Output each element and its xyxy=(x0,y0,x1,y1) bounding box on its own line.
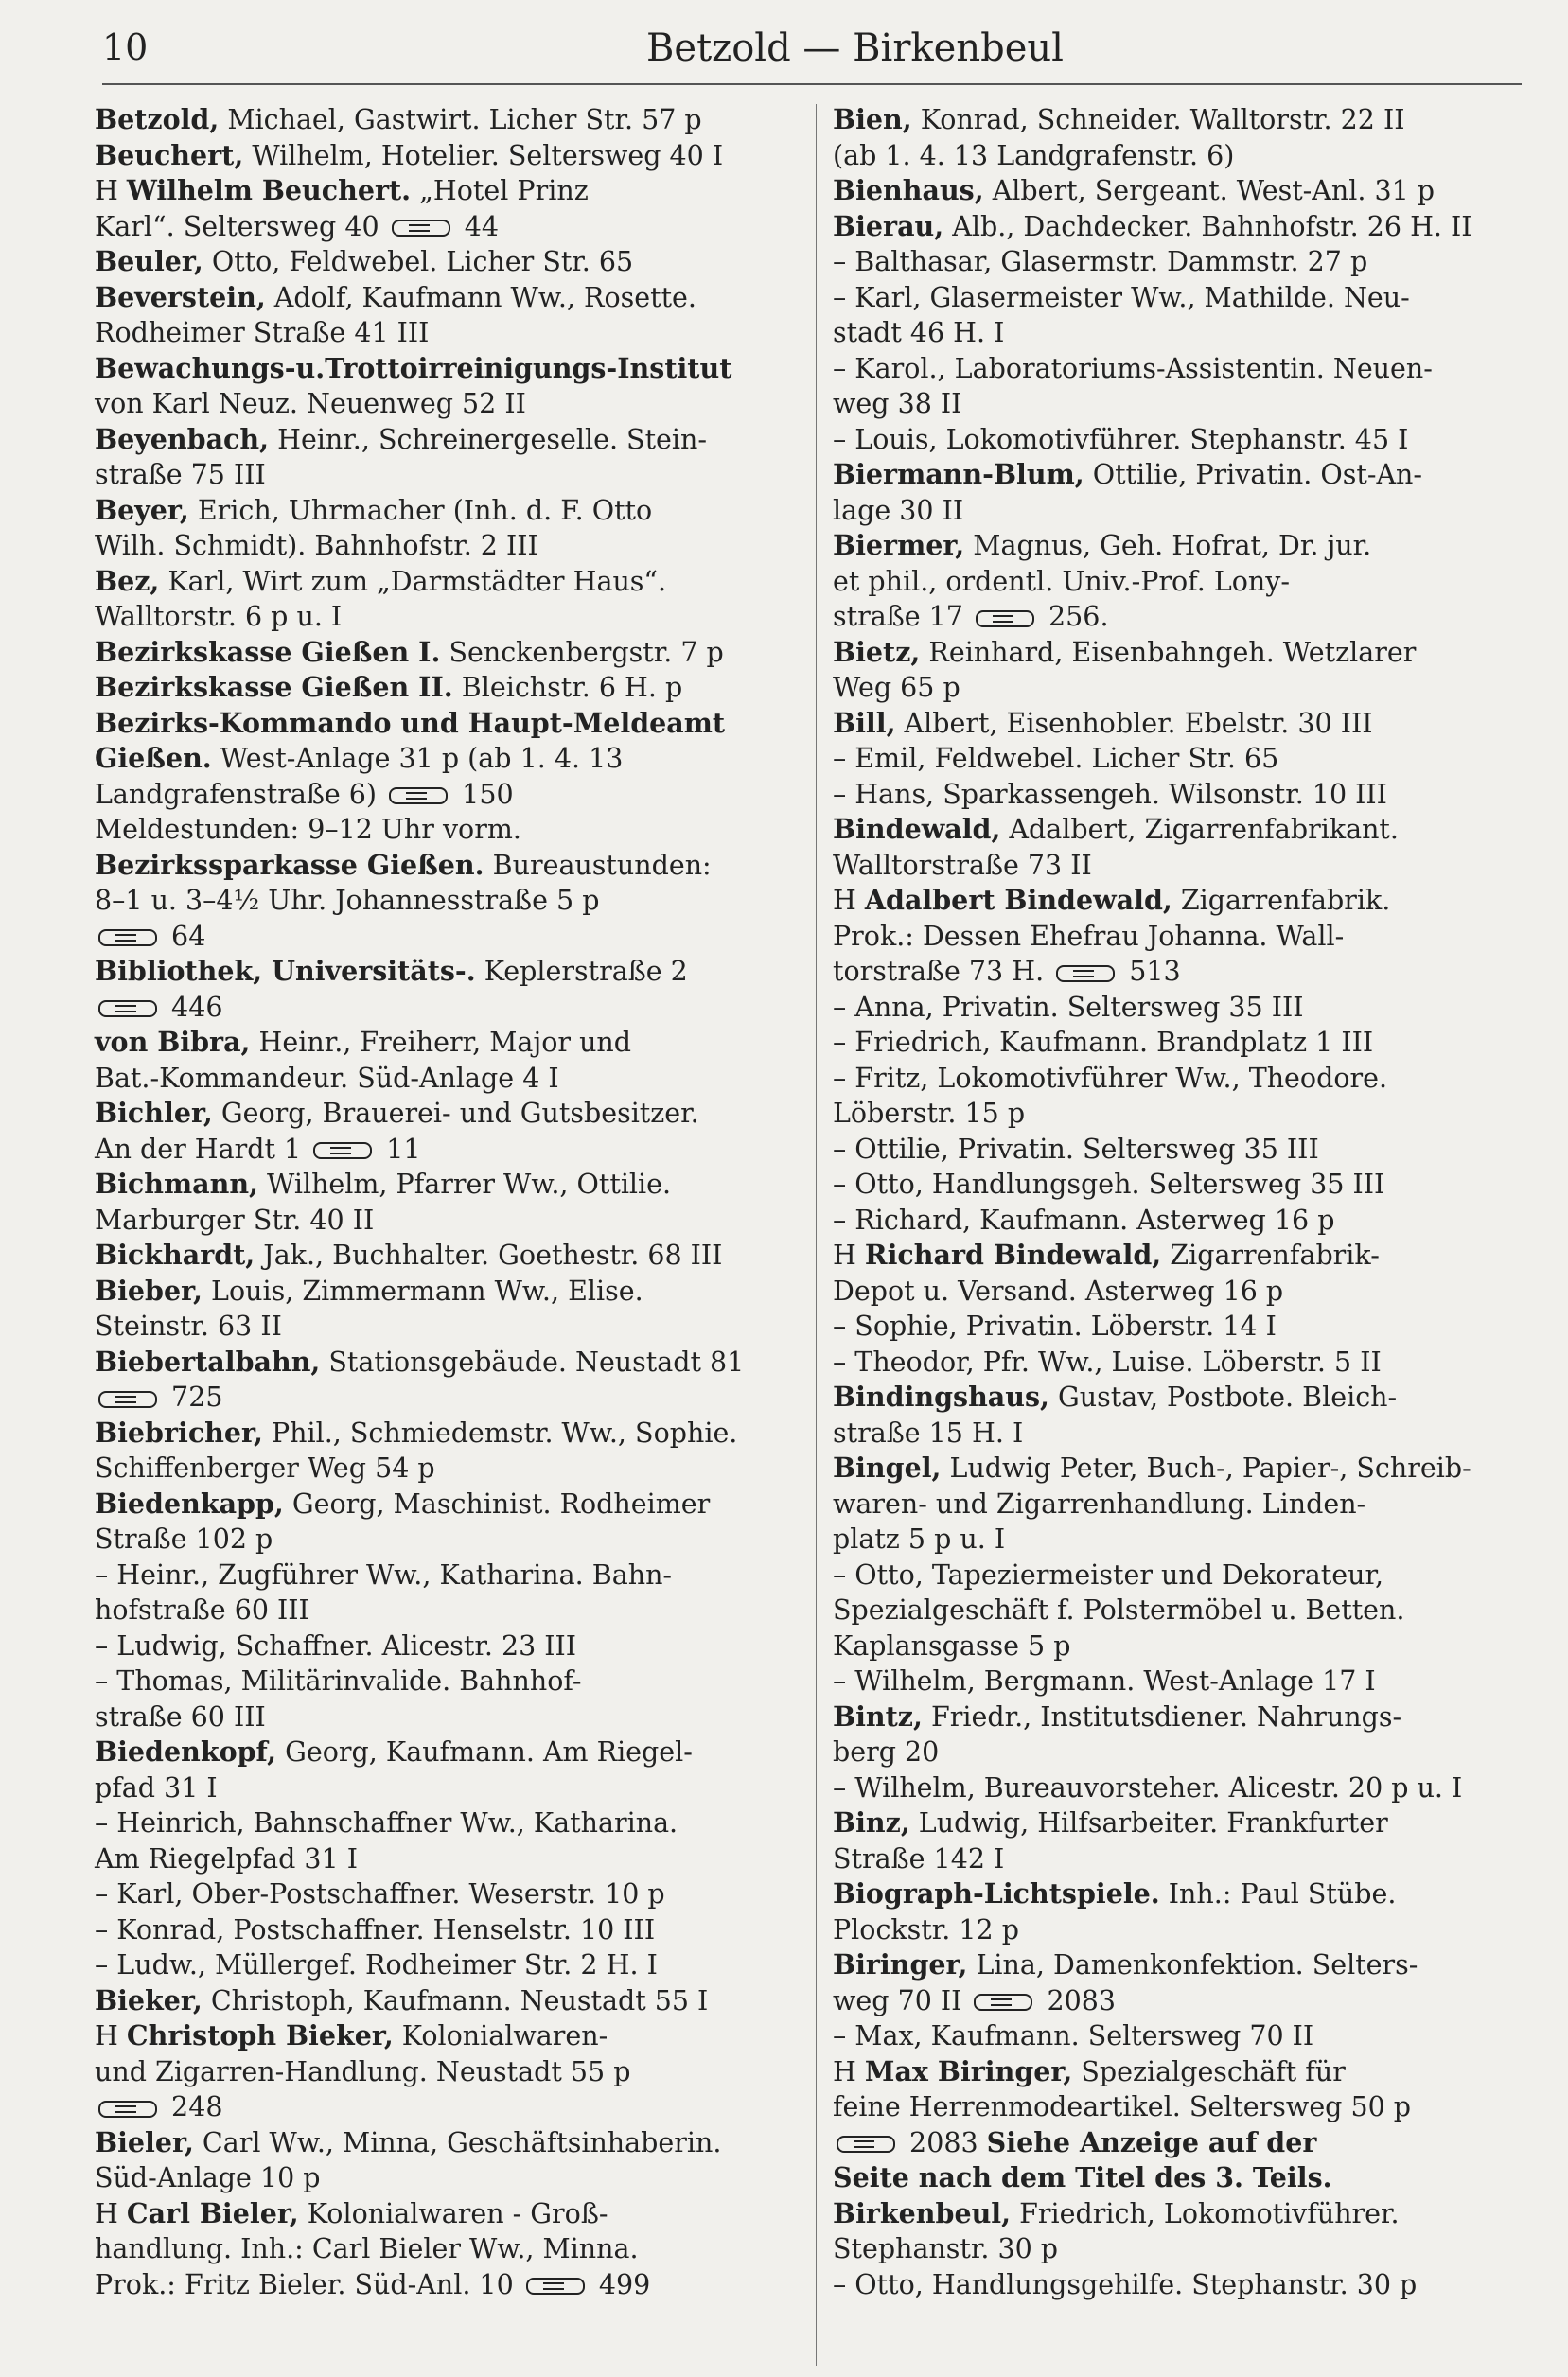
directory-line: – Konrad, Postschaffner. Henselstr. 10 III xyxy=(95,1913,656,1946)
directory-line: – Fritz, Lokomotivführer Ww., Theodore. xyxy=(833,1062,1388,1094)
telephone-icon xyxy=(976,610,1034,627)
directory-line: Kaplansgasse 5 p xyxy=(833,1629,1071,1662)
directory-line: Straße 142 I xyxy=(833,1842,1005,1875)
directory-line: platz 5 p u. I xyxy=(833,1523,1006,1555)
directory-line: H Adalbert Bindewald, Zigarrenfabrik. xyxy=(833,884,1391,916)
directory-line: – Emil, Feldwebel. Licher Str. 65 xyxy=(833,743,1279,774)
directory-line: Prok.: Fritz Bieler. Süd-Anl. 10 499 xyxy=(95,2268,651,2300)
directory-line: – Thomas, Militärinvalide. Bahnhof- xyxy=(95,1665,582,1697)
directory-line: Steinstr. 63 II xyxy=(95,1311,282,1342)
directory-line: und Zigarren-Handlung. Neustadt 55 p xyxy=(95,2055,631,2087)
directory-line: Biermann-Blum, Ottilie, Privatin. Ost-An- xyxy=(833,458,1423,490)
telephone-icon xyxy=(1056,965,1115,982)
directory-line: 64 xyxy=(95,919,814,955)
directory-line: Biebertalbahn, Stationsgebäude. Neustadt 81 xyxy=(95,1345,745,1378)
directory-line: Straße 102 p xyxy=(95,1523,273,1555)
directory-line: Weg 65 p xyxy=(833,672,960,703)
directory-line: von Bibra, Heinr., Freiherr, Major und xyxy=(95,1026,632,1058)
directory-line: straße 60 III xyxy=(95,1700,266,1733)
directory-line: Bieber, Louis, Zimmermann Ww., Elise. xyxy=(95,1274,643,1307)
directory-line: H Christoph Bieker, Kolonialwaren- xyxy=(95,2019,608,2051)
directory-line: 248 xyxy=(95,2089,814,2125)
directory-line: Beuchert, Wilhelm, Hotelier. Seltersweg 40 I xyxy=(95,138,724,171)
directory-line: lage 30 II xyxy=(833,494,964,526)
directory-line: Bezirkssparkasse Gießen. Bureaustunden: xyxy=(95,848,712,881)
directory-line: Walltorstraße 73 II xyxy=(833,849,1092,881)
telephone-icon xyxy=(98,1391,157,1408)
directory-line: Beuler, Otto, Feldwebel. Licher Str. 65 xyxy=(95,245,634,277)
directory-line: handlung. Inh.: Carl Bieler Ww., Minna. xyxy=(95,2233,639,2264)
directory-line: – Karl, Glasermeister Ww., Mathilde. Neu- xyxy=(833,281,1410,313)
directory-line: Süd-Anlage 10 p xyxy=(95,2162,321,2193)
page-number: 10 xyxy=(102,26,149,68)
directory-line: Marburger Str. 40 II xyxy=(95,1204,375,1236)
telephone-icon xyxy=(389,787,448,804)
directory-line: Beyenbach, Heinr., Schreinergeselle. Stein- xyxy=(95,422,708,455)
directory-line: 725 xyxy=(95,1380,814,1416)
directory-line: Bingel, Ludwig Peter, Buch-, Papier-, Schreib- xyxy=(833,1452,1471,1484)
directory-line: Bezirks-Kommando und Haupt-Meldeamt xyxy=(95,706,726,739)
directory-line: pfad 31 I xyxy=(95,1771,218,1804)
directory-line: Biograph-Lichtspiele. Inh.: Paul Stübe. xyxy=(833,1877,1397,1910)
directory-line: Bez, Karl, Wirt zum „Darmstädter Haus“. xyxy=(95,564,667,597)
directory-line: – Friedrich, Kaufmann. Brandplatz 1 III xyxy=(833,1027,1374,1058)
directory-line: Bat.-Kommandeur. Süd-Anlage 4 I xyxy=(95,1062,559,1094)
directory-line: – Heinr., Zugführer Ww., Katharina. Bahn- xyxy=(95,1558,673,1591)
directory-line: stadt 46 H. I xyxy=(833,317,1005,348)
directory-line: H Wilhelm Beuchert. „Hotel Prinz xyxy=(95,174,589,206)
telephone-icon xyxy=(974,1994,1032,2011)
directory-line: H Richard Bindewald, Zigarrenfabrik- xyxy=(833,1239,1380,1271)
directory-line: Bierau, Alb., Dachdecker. Bahnhofstr. 26 H. II xyxy=(833,209,1472,242)
directory-line: Am Riegelpfad 31 I xyxy=(95,1842,359,1875)
directory-line: Prok.: Dessen Ehefrau Johanna. Wall- xyxy=(833,920,1345,952)
directory-line: – Anna, Privatin. Seltersweg 35 III xyxy=(833,991,1304,1023)
directory-line: – Ludwig, Schaffner. Alicestr. 23 III xyxy=(95,1629,577,1662)
directory-line: et phil., ordentl. Univ.-Prof. Lony- xyxy=(833,565,1290,597)
directory-line: Spezialgeschäft f. Polstermöbel u. Betten. xyxy=(833,1594,1405,1626)
directory-line: – Heinrich, Bahnschaffner Ww., Katharina. xyxy=(95,1807,678,1839)
directory-line: – Theodor, Pfr. Ww., Luise. Löberstr. 5 II xyxy=(833,1346,1382,1378)
directory-line: straße 17 256. xyxy=(833,601,1109,632)
directory-line: – Wilhelm, Bergmann. West-Anlage 17 I xyxy=(833,1665,1376,1697)
telephone-icon xyxy=(313,1142,372,1159)
telephone-icon xyxy=(392,220,450,237)
telephone-icon xyxy=(98,929,157,946)
directory-line: straße 75 III xyxy=(95,459,266,490)
directory-line: Seite nach dem Titel des 3. Teils. xyxy=(833,2161,1332,2193)
directory-line: – Balthasar, Glasermstr. Dammstr. 27 p xyxy=(833,246,1368,277)
directory-line: Biedenkapp, Georg, Maschinist. Rodheimer xyxy=(95,1487,711,1520)
directory-line: berg 20 xyxy=(833,1736,940,1768)
directory-line: Walltorstr. 6 p u. I xyxy=(95,601,343,632)
directory-line: Bietz, Reinhard, Eisenbahngeh. Wetzlarer xyxy=(833,635,1417,668)
directory-line: Beverstein, Adolf, Kaufmann Ww., Rosette. xyxy=(95,280,696,313)
directory-line: Plockstr. 12 p xyxy=(833,1913,1019,1946)
directory-line: straße 15 H. I xyxy=(833,1417,1024,1449)
directory-line: Biedenkopf, Georg, Kaufmann. Am Riegel- xyxy=(95,1735,693,1768)
directory-line: Beyer, Erich, Uhrmacher (Inh. d. F. Otto xyxy=(95,493,653,526)
directory-line: Bezirkskasse Gießen I. Senckenbergstr. 7 p xyxy=(95,635,724,668)
directory-line: feine Herrenmodeartikel. Seltersweg 50 p xyxy=(833,2091,1412,2122)
directory-line: weg 70 II 2083 xyxy=(833,1984,1117,2016)
directory-line: torstraße 73 H. 513 xyxy=(833,956,1181,987)
directory-line: Bindingshaus, Gustav, Postbote. Bleich- xyxy=(833,1381,1398,1413)
directory-line: Meldestunden: 9–12 Uhr vorm. xyxy=(95,814,521,845)
directory-line: Bezirkskasse Gießen II. Bleichstr. 6 H. p xyxy=(95,671,683,703)
directory-line: Biringer, Lina, Damenkonfektion. Selters- xyxy=(833,1948,1418,1981)
directory-line: 446 xyxy=(95,990,814,1026)
directory-line: Stephanstr. 30 p xyxy=(833,2233,1059,2264)
directory-line: – Ottilie, Privatin. Seltersweg 35 III xyxy=(833,1133,1319,1165)
directory-line: – Karl, Ober-Postschaffner. Weserstr. 10 p xyxy=(95,1878,665,1910)
directory-line: von Karl Neuz. Neuenweg 52 II xyxy=(95,388,526,419)
directory-line: – Wilhelm, Bureauvorsteher. Alicestr. 20 p u. I xyxy=(833,1771,1463,1804)
directory-line: Bindewald, Adalbert, Zigarrenfabrikant. xyxy=(833,813,1399,845)
directory-line: – Ludw., Müllergef. Rodheimer Str. 2 H. I xyxy=(95,1949,658,1981)
telephone-icon xyxy=(837,2136,895,2153)
directory-line: H Max Biringer, Spezialgeschäft für xyxy=(833,2054,1346,2087)
directory-line: Bieker, Christoph, Kaufmann. Neustadt 55 I xyxy=(95,1983,709,2016)
directory-line: Bewachungs-u.Trottoirreinigungs-Institut xyxy=(95,351,732,384)
directory-line: – Sophie, Privatin. Löberstr. 14 I xyxy=(833,1311,1277,1342)
directory-line: Rodheimer Straße 41 III xyxy=(95,317,430,348)
directory-line: – Richard, Kaufmann. Asterweg 16 p xyxy=(833,1204,1335,1236)
directory-line: An der Hardt 1 11 xyxy=(95,1133,421,1165)
directory-line: Bieler, Carl Ww., Minna, Geschäftsinhaberin. xyxy=(95,2125,722,2158)
directory-line: Betzold, Michael, Gastwirt. Licher Str. 57 p xyxy=(95,103,702,135)
directory-line: Binz, Ludwig, Hilfsarbeiter. Frankfurter xyxy=(833,1806,1388,1839)
directory-line: – Otto, Tapeziermeister und Dekorateur, xyxy=(833,1558,1384,1591)
directory-line: Birkenbeul, Friedrich, Lokomotivführer. xyxy=(833,2196,1400,2229)
directory-line: 8–1 u. 3–4½ Uhr. Johannesstraße 5 p xyxy=(95,885,600,916)
directory-line: Löberstr. 15 p xyxy=(833,1098,1026,1129)
directory-line: – Louis, Lokomotivführer. Stephanstr. 45 I xyxy=(833,423,1409,455)
directory-line: Wilh. Schmidt). Bahnhofstr. 2 III xyxy=(95,530,538,561)
page-header xyxy=(102,26,1522,85)
directory-line: Bintz, Friedr., Institutsdiener. Nahrungs- xyxy=(833,1699,1402,1733)
directory-line: Bill, Albert, Eisenhobler. Ebelstr. 30 III xyxy=(833,706,1373,739)
directory-line: Bienhaus, Albert, Sergeant. West-Anl. 31 p xyxy=(833,174,1436,206)
directory-line: – Karol., Laboratoriums-Assistentin. Neuen- xyxy=(833,352,1433,384)
telephone-icon xyxy=(98,2101,157,2118)
right-column xyxy=(833,102,1533,2302)
directory-line: Biermer, Magnus, Geh. Hofrat, Dr. jur. xyxy=(833,529,1372,561)
directory-line: Depot u. Versand. Asterweg 16 p xyxy=(833,1275,1284,1307)
telephone-icon xyxy=(526,2278,585,2295)
directory-line: – Max, Kaufmann. Seltersweg 70 II xyxy=(833,2020,1314,2051)
directory-line: – Otto, Handlungsgehilfe. Stephanstr. 30 p xyxy=(833,2268,1418,2300)
directory-line: Biebricher, Phil., Schmiedemstr. Ww., Sophie. xyxy=(95,1416,738,1449)
directory-line: Bickhardt, Jak., Buchhalter. Goethestr. 68 III xyxy=(95,1239,723,1271)
directory-line: Bichmann, Wilhelm, Pfarrer Ww., Ottilie. xyxy=(95,1168,672,1200)
directory-line: waren- und Zigarrenhandlung. Linden- xyxy=(833,1488,1366,1520)
directory-line: weg 38 II xyxy=(833,388,962,419)
column-divider xyxy=(816,104,817,2366)
directory-line: hofstraße 60 III xyxy=(95,1594,309,1626)
directory-line: Bien, Konrad, Schneider. Walltorstr. 22 II xyxy=(833,103,1405,135)
directory-line: Landgrafenstraße 6) 150 xyxy=(95,778,514,810)
directory-line: Karl“. Seltersweg 40 44 xyxy=(95,210,500,242)
left-column xyxy=(95,102,814,2302)
directory-line: – Hans, Sparkassengeh. Wilsonstr. 10 III xyxy=(833,778,1387,810)
directory-line: H Carl Bieler, Kolonialwaren - Groß- xyxy=(95,2196,608,2229)
directory-line: Gießen. West-Anlage 31 p (ab 1. 4. 13 xyxy=(95,742,624,774)
directory-line: Bibliothek, Universitäts-. Keplerstraße 2 xyxy=(95,955,688,987)
directory-line: (ab 1. 4. 13 Landgrafenstr. 6) xyxy=(833,139,1235,171)
directory-line: Bichler, Georg, Brauerei- und Gutsbesitzer. xyxy=(95,1097,699,1129)
running-title: Betzold — Birkenbeul xyxy=(646,26,1064,70)
directory-line: – Otto, Handlungsgeh. Seltersweg 35 III xyxy=(833,1169,1385,1200)
directory-line: 2083 Siehe Anzeige auf der xyxy=(833,2125,1533,2161)
telephone-icon xyxy=(98,1000,157,1017)
directory-line: Schiffenberger Weg 54 p xyxy=(95,1453,435,1484)
